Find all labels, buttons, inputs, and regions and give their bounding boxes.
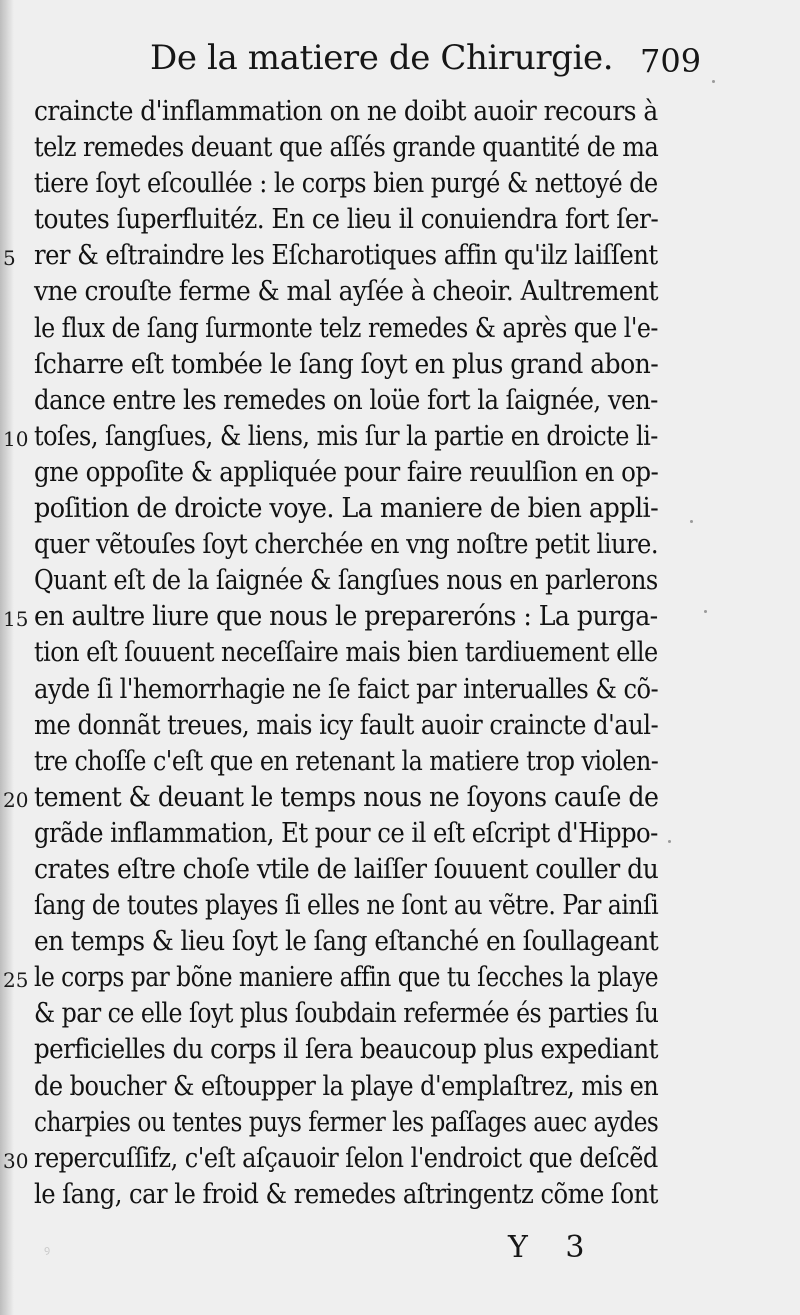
text-line [0,635,800,671]
page-header [0,38,800,90]
line-number: 15 [3,607,29,632]
running-title: De la matiere de Chirurgie. [150,38,614,78]
line-text: rer & eſtraindre les Eſcharotiques affin qu'ilz laiſſent [34,240,658,272]
text-line [0,744,800,780]
line-text: ſang de toutes playes ſi elles ne ſont au vẽtre. Par ainſi [34,890,659,922]
text-line [0,1177,800,1213]
line-text: tre choſſe c'eſt que en retenant la matiere trop violen- [34,745,659,777]
line-text: vne crouſte ferme & mal ayſée à cheoir. Aultrement [34,276,658,308]
text-line [0,563,800,599]
line-text: le flux de ſang ſurmonte telz remedes & après que l'e- [34,312,658,344]
line-text: gne oppoſite & appliquée pour faire reuulſion en op- [34,456,659,488]
line-text: ſcharre eſt tombée le ſang ſoyt en plus grand abon- [34,348,659,380]
text-line [0,888,800,924]
text-line [0,1105,800,1141]
line-text: toutes ſuperfluitéz. En ce lieu il conuiendra fort ſer- [34,204,659,236]
text-line [0,708,800,744]
line-text: crates eſtre choſe vtile de laiſſer ſouuent couller du [34,853,659,885]
text-line [0,960,800,996]
text-line [0,383,800,419]
line-text: toſes, ſangſues, & liens, mis ſur la partie en droicte li- [34,420,658,452]
line-text: me donnãt treues, mais icy fault auoir craincte d'aul- [34,709,659,741]
paper-speck [690,520,693,523]
line-number: 10 [3,426,29,451]
page-number: 709 [640,42,702,80]
text-line [0,455,800,491]
show-through-mark: ꝰ [44,1242,51,1261]
line-text: repercuſſifz, c'eſt aſçauoir ſelon l'endroict que deſcẽd [34,1142,658,1174]
line-text: grãde inflammation, Et pour ce il eſt eſcript d'Hippo- [34,817,658,849]
text-line [0,130,800,166]
line-text: en aultre liure que nous le prepareróns : La purga- [34,601,658,633]
line-text: quer vẽtouſes ſoyt cherchée en vng noſtre petit liure. [34,529,658,561]
line-text: craincte d'inflammation on ne doibt auoir recours à [34,96,658,127]
text-line [0,419,800,455]
line-text: dance entre les remedes on loüe fort la ſaignée, ven- [34,384,658,416]
text-line [0,852,800,888]
paper-speck [712,80,715,83]
line-number: 5 [3,246,16,271]
line-text: tement & deuant le temps nous ne ſoyons cauſe de [34,781,659,813]
text-line [0,202,800,238]
text-block [0,94,800,1213]
text-line [0,599,800,635]
line-text: tion eſt ſouuent neceſſaire mais bien tardiuement elle [34,637,658,669]
text-line [0,166,800,202]
line-number: 20 [3,787,29,812]
text-line [0,816,800,852]
line-number: 25 [3,968,29,993]
text-line [0,1069,800,1105]
paper-speck [668,840,671,843]
text-line [0,1141,800,1177]
text-line [0,238,800,274]
text-line [0,491,800,527]
line-text: ayde ſi l'hemorrhagie ne ſe faict par interualles & cõ- [34,673,659,705]
text-line [0,672,800,708]
line-text: perficielles du corps il ſera beaucoup plus expediant [34,1034,658,1066]
text-line [0,924,800,960]
line-text: telz remedes deuant que aſſés grande quantité de ma [34,132,659,164]
line-number: 30 [3,1148,29,1173]
paper-speck [704,610,707,613]
line-text: Quant eſt de la ſaignée & ſangſues nous en parlerons [34,565,658,597]
text-line [0,527,800,563]
line-text: le ſang, car le froid & remedes aſtringentz cõme ſont [34,1178,658,1210]
line-text: charpies ou tentes puys fermer les paſſages auec aydes [34,1106,659,1138]
text-line [0,311,800,347]
line-text: & par ce elle ſoyt plus ſoubdain refermée és parties ſu [34,998,659,1030]
text-line [0,1032,800,1068]
text-line [0,347,800,383]
line-text: tiere ſoyt eſcoullée : le corps bien purgé & nettoyé de [34,168,658,200]
line-text: de boucher & eſtoupper la playe d'emplaſtrez, mis en [34,1070,659,1102]
line-text: poſition de droicte voye. La maniere de bien appli- [34,493,659,525]
text-line [0,94,800,130]
text-line [0,274,800,310]
text-line [0,780,800,816]
text-line [0,996,800,1032]
line-text: en temps & lieu ſoyt le ſang eſtanché en ſoullageant [34,926,659,958]
signature-mark: Y 3 [508,1230,599,1265]
line-text: le corps par bõne maniere affin que tu ſecches la playe [34,962,659,994]
